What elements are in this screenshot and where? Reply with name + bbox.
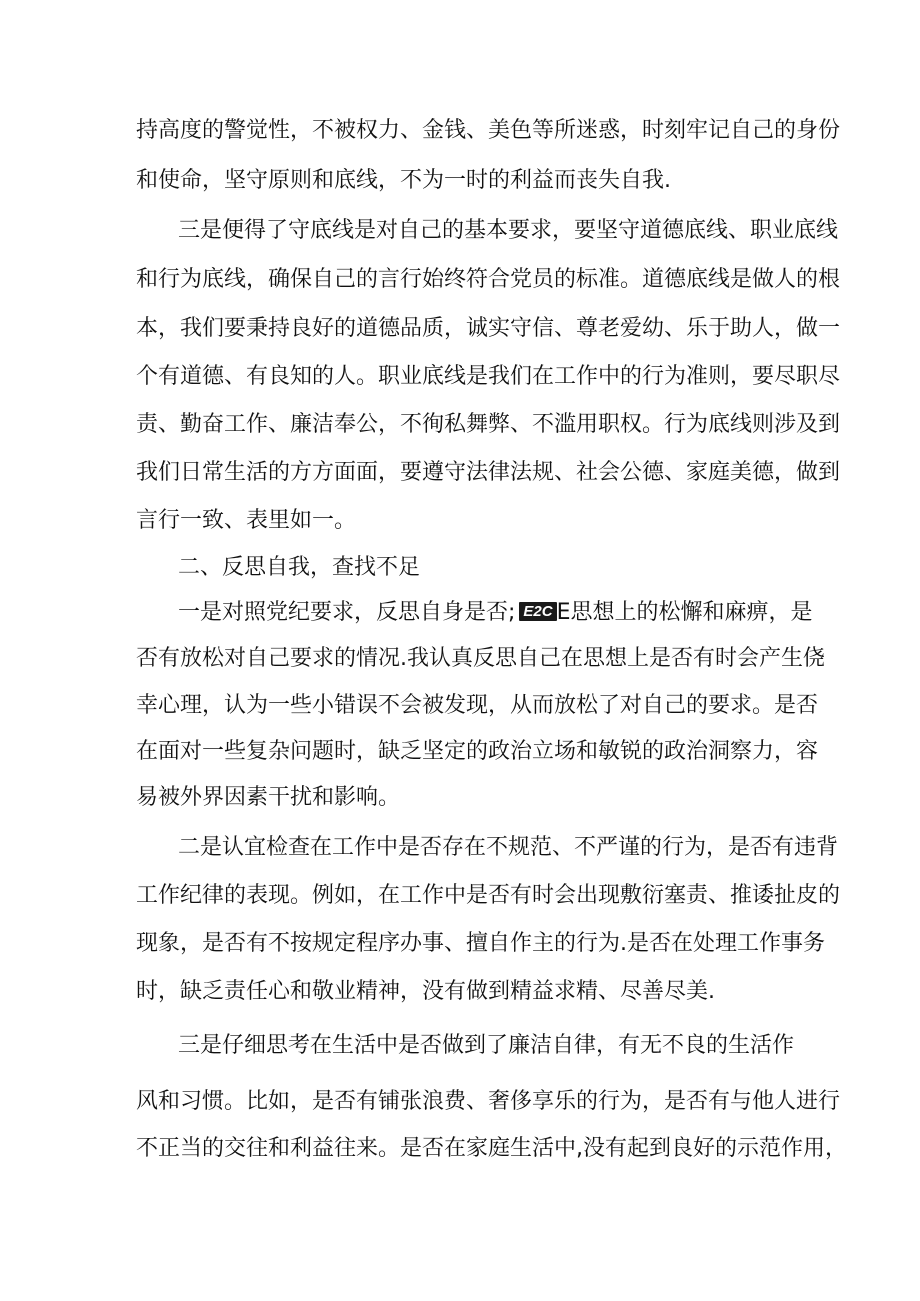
- line-text-before-badge: 一是对照党纪要求，反思自身是否;: [178, 600, 516, 625]
- line-text-after-badge: E思想上的松懈和麻痹，是: [556, 600, 813, 625]
- paragraph-line: 本，我们要秉持良好的道德品质，诚实守信、尊老爱幼、乐于助人，做一: [136, 316, 841, 341]
- paragraph-line: 三是仔细思考在生活中是否做到了廉洁自律，有无不良的生活作: [178, 1033, 795, 1058]
- paragraph-line: 幸心理，认为一些小错误不会被发现，从而放松了对自己的要求。是否: [136, 693, 819, 718]
- paragraph-line: 言行一致、表里如一。: [136, 508, 357, 533]
- paragraph-line: 工作纪律的表现。例如，在工作中是否有时会出现敷衍塞责、推诿扯皮的: [136, 883, 841, 908]
- paragraph-line: 持高度的警觉性，不被权力、金钱、美色等所迷惑，时刻牢记自己的身份: [136, 118, 841, 143]
- paragraph-line: 我们日常生活的方方面面，要遵守法律法规、社会公德、家庭美德，做到: [136, 460, 841, 485]
- paragraph-line: 不正当的交往和利益往来。是否在家庭生活中,没有起到良好的示范作用，: [136, 1136, 847, 1161]
- paragraph-line: [178, 598, 813, 628]
- section-heading: 二、反思自我，查找不足: [178, 555, 421, 580]
- paragraph-line: 和行为底线，确保自己的言行始终符合党员的标准。道德底线是做人的根: [136, 267, 841, 292]
- paragraph-line: 易被外界因素干扰和影响。: [136, 785, 401, 810]
- paragraph-line: 个有道德、有良知的人。职业底线是我们在工作中的行为准则，要尽职尽: [136, 364, 841, 389]
- paragraph-line: 二是认宜检查在工作中是否存在不规范、不严谨的行为，是否有违背: [178, 835, 839, 860]
- paragraph-line: 责、勤奋工作、廉洁奉公，不徇私舞弊、不滥用职权。行为底线则涉及到: [136, 412, 841, 437]
- paragraph-line: 风和习惯。比如，是否有铺张浪费、奢侈享乐的行为，是否有与他人进行: [136, 1089, 841, 1114]
- paragraph-line: 在面对一些复杂问题时，缺乏坚定的政治立场和敏锐的政治洞察力，容: [136, 739, 819, 764]
- paragraph-line: 否有放松对自己要求的情况.我认真反思自己在思想上是否有时会产生侥: [136, 646, 825, 671]
- paragraph-line: 现象，是否有不按规定程序办事、擅自作主的行为.是否在处理工作事务: [136, 931, 825, 956]
- e2c-badge: E2C: [519, 602, 556, 621]
- paragraph-line: 三是便得了守底线是对自己的基本要求，要坚守道德底线、职业底线: [178, 218, 839, 243]
- paragraph-line: 和使命，坚守原则和底线，不为一时的利益而丧失自我.: [136, 168, 671, 193]
- paragraph-line: 时，缺乏责任心和敬业精神，没有做到精益求精、尽善尽美.: [136, 979, 715, 1004]
